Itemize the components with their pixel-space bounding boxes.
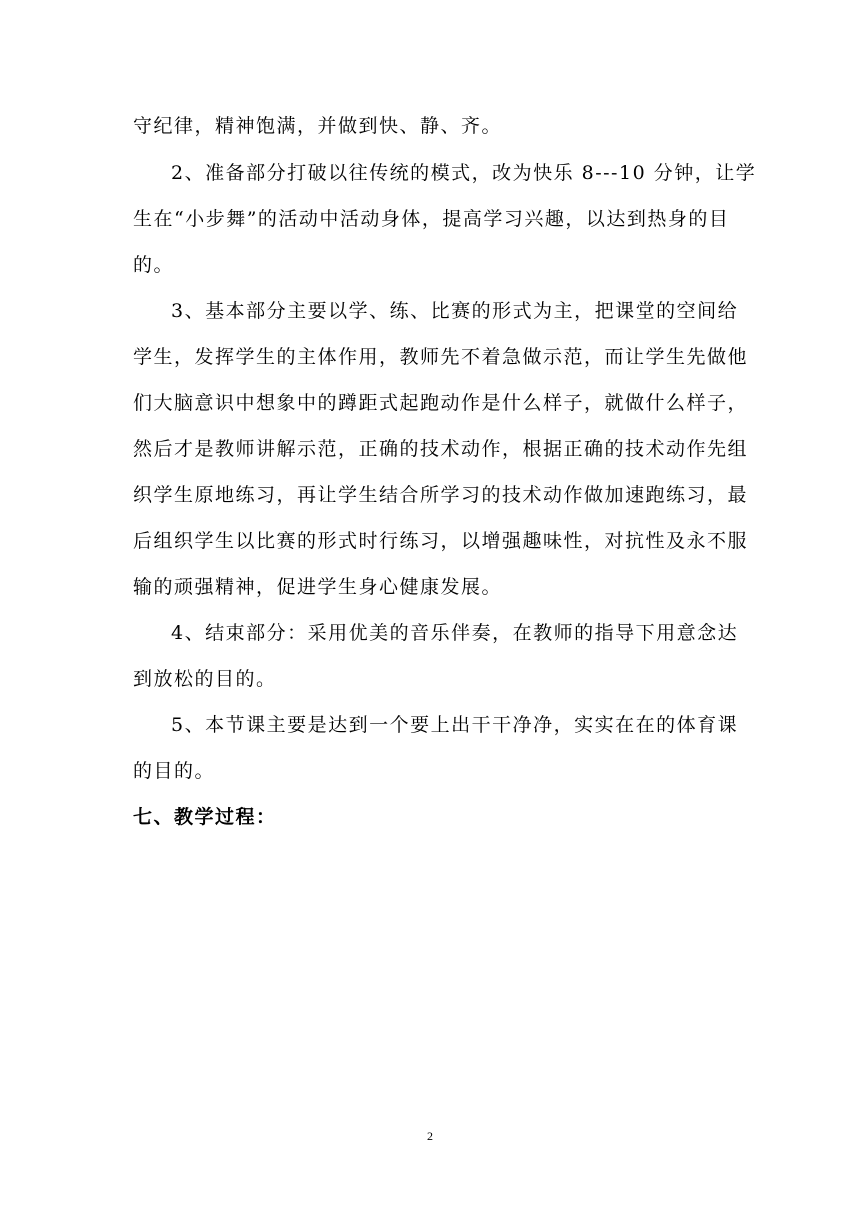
paragraph-line: 后组织学生以比赛的形式时行练习，以增强趣味性，对抗性及永不服 bbox=[133, 530, 749, 552]
paragraph-line: 的目的。 bbox=[133, 760, 216, 782]
paragraph-line: 生在“小步舞”的活动中活动身体，提高学习兴趣，以达到热身的目 bbox=[133, 208, 730, 230]
paragraph-line: 织学生原地练习，再让学生结合所学习的技术动作做加速跑练习，最 bbox=[133, 484, 749, 506]
paragraph-line: 2、准备部分打破以往传统的模式，改为快乐 8---10 分钟，让学 bbox=[171, 162, 757, 184]
page-number: 2 bbox=[427, 1129, 433, 1143]
paragraph-line: 的。 bbox=[133, 254, 175, 276]
section-heading: 七、教学过程： bbox=[133, 806, 277, 828]
paragraph-line: 5、本节课主要是达到一个要上出干干净净，实实在在的体育课 bbox=[171, 714, 739, 736]
paragraph-line: 守纪律，精神饱满，并做到快、静、齐。 bbox=[133, 115, 503, 137]
paragraph-line: 们大脑意识中想象中的蹲距式起跑动作是什么样子，就做什么样子， bbox=[133, 392, 749, 414]
paragraph-line: 到放松的目的。 bbox=[133, 668, 277, 690]
paragraph-line: 学生，发挥学生的主体作用，教师先不着急做示范，而让学生先做他 bbox=[133, 346, 749, 368]
paragraph-line: 4、结束部分：采用优美的音乐伴奏，在教师的指导下用意念达 bbox=[171, 622, 739, 644]
paragraph-line: 然后才是教师讲解示范，正确的技术动作，根据正确的技术动作先组 bbox=[133, 438, 749, 460]
paragraph-line: 3、基本部分主要以学、练、比赛的形式为主，把课堂的空间给 bbox=[171, 300, 739, 322]
paragraph-line: 输的顽强精神，促进学生身心健康发展。 bbox=[133, 576, 503, 598]
